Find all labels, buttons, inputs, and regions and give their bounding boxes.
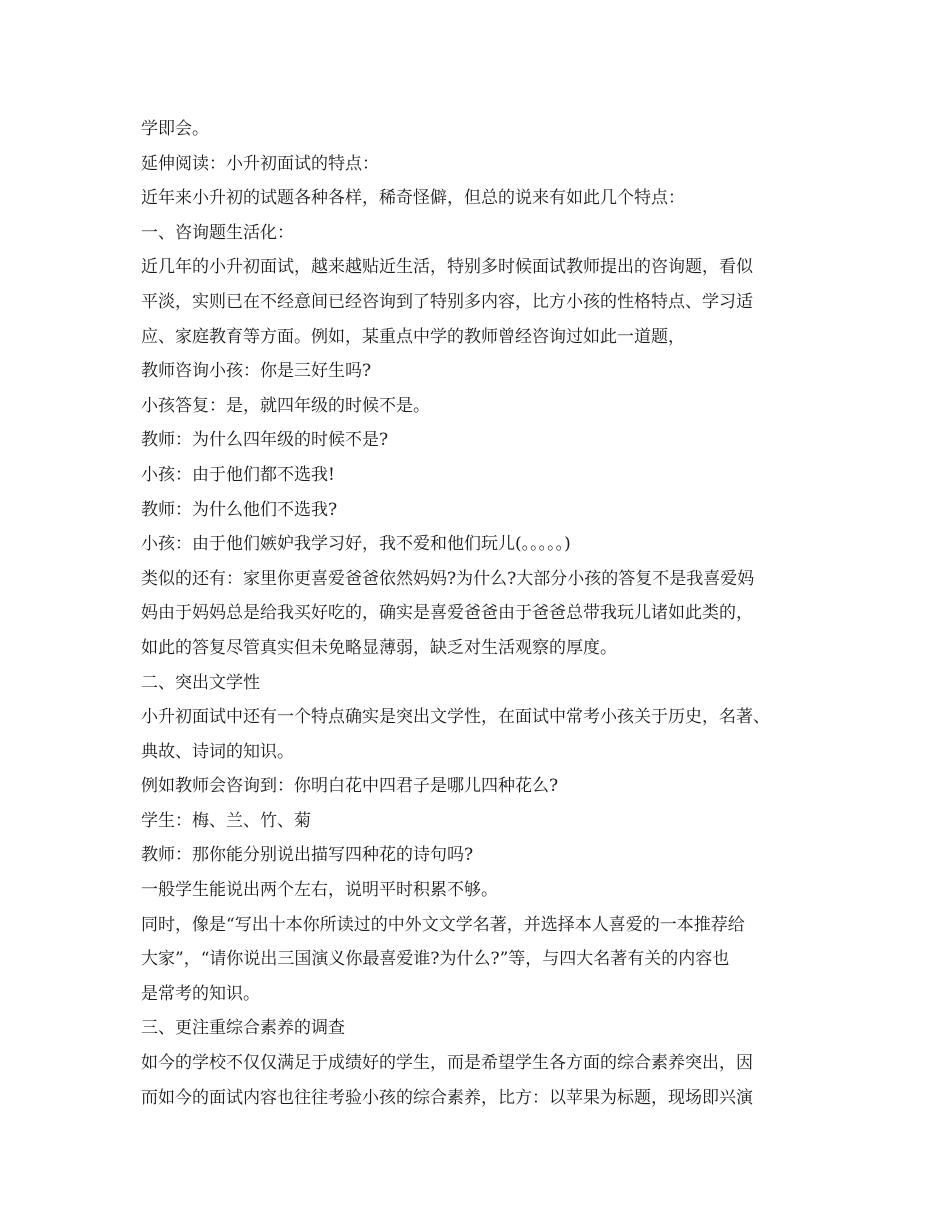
section-heading: 二、突出文学性 xyxy=(141,672,260,693)
text-line: 一般学生能说出两个左右，说明平时积累不够。 xyxy=(141,880,498,901)
text-line: 妈由于妈妈总是给我买好吃的，确实是喜爱爸爸由于爸爸总带我玩儿诸如此类的， xyxy=(141,603,753,624)
text-line: 类似的还有：家里你更喜爱爸爸依然妈妈?为什么?大部分小孩的答复不是我喜爱妈 xyxy=(141,568,755,589)
dialogue-line: 教师：为什么他们不选我? xyxy=(141,499,338,520)
text-line: 平淡，实则已在不经意间已经咨询到了特别多内容，比方小孩的性格特点、学习适 xyxy=(141,291,753,312)
text-line: 近年来小升初的试题各种各样，稀奇怪僻，但总的说来有如此几个特点： xyxy=(141,188,685,209)
text-line: 而如今的面试内容也往往考验小孩的综合素养，比方：以苹果为标题，现场即兴演 xyxy=(141,1087,753,1108)
dialogue-line: 小孩：由于他们嫉妒我学习好，我不爱和他们玩儿(。。。。。) xyxy=(141,534,571,555)
text-line: 如今的学校不仅仅满足于成绩好的学生，而是希望学生各方面的综合素养突出，因 xyxy=(141,1053,753,1074)
text-line: 是常考的知识。 xyxy=(141,983,260,1004)
dialogue-line: 学生：梅、兰、竹、菊 xyxy=(141,810,311,831)
text-line: 近几年的小升初面试，越来越贴近生活，特别多时候面试教师提出的咨询题，看似 xyxy=(141,257,753,278)
text-line: 大家”，“请你说出三国演义你最喜爱谁?为什么?”等，与四大名著有关的内容也 xyxy=(141,949,730,970)
text-line: 同时，像是“写出十本你所读过的中外文文学名著，并选择本人喜爱的一本推荐给 xyxy=(141,914,745,935)
dialogue-line: 教师：为什么四年级的时候不是? xyxy=(141,430,389,451)
section-heading: 一、咨询题生活化： xyxy=(141,222,294,243)
text-line: 小升初面试中还有一个特点确实是突出文学性，在面试中常考小孩关于历史，名著、 xyxy=(141,707,770,728)
dialogue-line: 例如教师会咨询到：你明白花中四君子是哪儿四种花么? xyxy=(141,776,559,797)
dialogue-line: 教师：那你能分别说出描写四种花的诗句吗? xyxy=(141,845,474,866)
dialogue-line: 教师咨询小孩：你是三好生吗? xyxy=(141,361,372,382)
dialogue-line: 小孩答复：是，就四年级的时候不是。 xyxy=(141,395,430,416)
text-line: 学即会。 xyxy=(141,119,209,139)
section-heading: 三、更注重综合素养的调查 xyxy=(141,1018,345,1039)
dialogue-line: 小孩：由于他们都不选我! xyxy=(141,464,335,485)
text-line: 如此的答复尽管真实但未免略显薄弱，缺乏对生活观察的厚度。 xyxy=(141,637,617,658)
text-line: 典故、诗词的知识。 xyxy=(141,741,294,762)
text-line: 应、家庭教育等方面。例如，某重点中学的教师曾经咨询过如此一道题， xyxy=(141,326,685,347)
text-line: 延伸阅读：小升初面试的特点： xyxy=(141,153,379,174)
document-body xyxy=(141,112,831,1115)
